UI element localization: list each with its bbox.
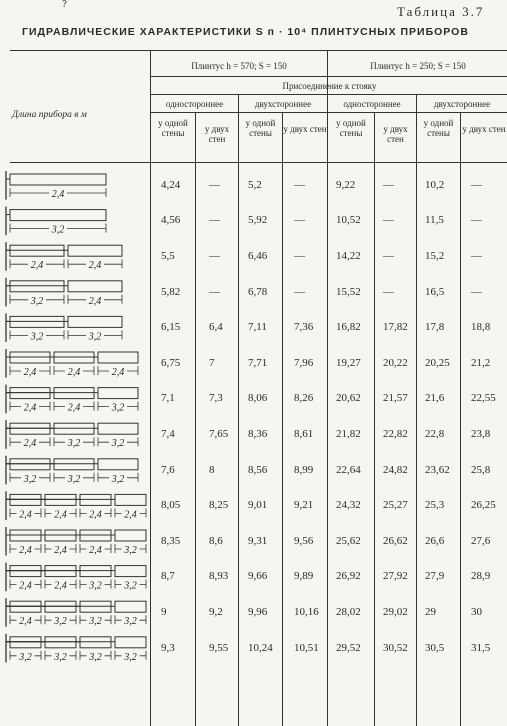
table-row bbox=[150, 203, 506, 239]
table-cell: 21,2 bbox=[471, 356, 491, 369]
segment-length-label: 2,4 bbox=[89, 509, 102, 521]
two-walls-header-3: у двух стен bbox=[383, 124, 408, 144]
table-cell: 25,27 bbox=[383, 499, 408, 512]
table-cell: 7 bbox=[209, 356, 215, 369]
table-cell: 23,62 bbox=[425, 463, 450, 476]
table-cell: 7,11 bbox=[248, 321, 267, 334]
table-cell: 25,8 bbox=[471, 463, 491, 476]
segment-length-label: 2,4 bbox=[30, 260, 44, 272]
table-cell: — bbox=[294, 214, 305, 227]
table-cell: 4,56 bbox=[161, 214, 181, 227]
table-cell: 8 bbox=[209, 463, 215, 476]
table-row bbox=[150, 559, 506, 595]
table-row bbox=[150, 487, 506, 523]
table-cell: 25,62 bbox=[336, 534, 361, 547]
table-cell: 15,2 bbox=[425, 249, 445, 262]
table-cell: 7,65 bbox=[209, 427, 229, 440]
table-cell: 4,24 bbox=[161, 178, 181, 191]
table-cell: 30 bbox=[471, 605, 482, 618]
table-cell: 9,31 bbox=[248, 534, 268, 547]
table-cell: 9,56 bbox=[294, 534, 314, 547]
table-cell: 29,02 bbox=[383, 605, 408, 618]
table-cell: 7,71 bbox=[248, 356, 268, 369]
table-cell: 8,7 bbox=[161, 570, 175, 583]
table-cell: 9,55 bbox=[209, 641, 229, 654]
table-row bbox=[150, 238, 506, 274]
table-cell: 8,26 bbox=[294, 392, 314, 405]
row-label-header: Длина прибора в м bbox=[12, 110, 87, 120]
table-cell: 29,52 bbox=[336, 641, 361, 654]
table-cell: 26,62 bbox=[383, 534, 408, 547]
segment-length-label: 2,4 bbox=[23, 367, 37, 378]
one-wall-header-2: у одной стены bbox=[245, 118, 276, 138]
table-cell: 7,36 bbox=[294, 321, 314, 334]
segment-length-label: 3,2 bbox=[23, 473, 37, 485]
device-diagram bbox=[6, 420, 138, 449]
segment-length-label: 3,2 bbox=[19, 651, 32, 663]
device-diagram bbox=[6, 207, 106, 236]
segment-length-label: 2,4 bbox=[88, 295, 102, 307]
segment-length-label: 3,2 bbox=[88, 331, 102, 343]
table-cell: 5,2 bbox=[248, 178, 262, 191]
table-cell: — bbox=[294, 285, 305, 298]
table-cell: 7,1 bbox=[161, 392, 175, 405]
group2-header: Плинтус h = 250; S = 150 bbox=[370, 61, 466, 71]
segment-length-label: 2,4 bbox=[23, 438, 37, 450]
table-cell: — bbox=[383, 214, 394, 227]
segment-length-label: 2,4 bbox=[67, 367, 81, 378]
table-row bbox=[150, 452, 506, 488]
table-cell: 8,56 bbox=[248, 463, 268, 476]
table-cell: 17,8 bbox=[425, 321, 445, 334]
segment-length-label: 2,4 bbox=[54, 509, 67, 521]
group1-header: Плинтус h = 570; S = 150 bbox=[191, 61, 287, 71]
table-row bbox=[150, 416, 506, 452]
table-cell: 26,6 bbox=[425, 534, 445, 547]
device-diagram bbox=[6, 171, 106, 200]
table-cell: 8,06 bbox=[248, 392, 268, 405]
table-cell: — bbox=[471, 285, 482, 298]
table-cell: — bbox=[383, 285, 394, 298]
one-wall-header-1: у одной стены bbox=[158, 118, 188, 138]
table-cell: 27,6 bbox=[471, 534, 491, 547]
segment-length-label: 3,2 bbox=[30, 295, 44, 307]
segment-length-label: 3,2 bbox=[111, 473, 125, 485]
data-table bbox=[150, 167, 506, 665]
table-cell: 8,99 bbox=[294, 463, 314, 476]
table-cell: 27,92 bbox=[383, 570, 408, 583]
table-cell: 22,8 bbox=[425, 427, 445, 440]
connection-header: Присоединение к стояку bbox=[282, 81, 377, 91]
segment-length-label: 2,4 bbox=[19, 616, 32, 628]
table-cell: 6,75 bbox=[161, 356, 181, 369]
table-cell: — bbox=[209, 178, 220, 191]
device-diagram bbox=[6, 385, 138, 414]
table-cell: — bbox=[471, 178, 482, 191]
table-cell: 10,2 bbox=[425, 178, 445, 191]
table-cell: 5,5 bbox=[161, 249, 175, 262]
device-diagram bbox=[6, 634, 146, 663]
table-cell: — bbox=[294, 178, 305, 191]
segment-length-label: 2,4 bbox=[19, 545, 32, 556]
table-cell: 16,5 bbox=[425, 285, 445, 298]
segment-length-label: 3,2 bbox=[124, 616, 137, 628]
device-diagram bbox=[6, 456, 138, 485]
device-diagram bbox=[6, 491, 146, 520]
table-cell: 10,51 bbox=[294, 641, 319, 654]
segment-length-label: 2,4 bbox=[19, 509, 32, 521]
table-cell: 17,82 bbox=[383, 321, 408, 334]
table-row bbox=[150, 345, 506, 381]
table-cell: 9,21 bbox=[294, 499, 314, 512]
table-cell: 6,78 bbox=[248, 285, 268, 298]
table-cell: 30,5 bbox=[425, 641, 445, 654]
device-diagram bbox=[6, 278, 122, 307]
wall-rule bbox=[150, 112, 507, 113]
table-cell: 9,89 bbox=[294, 570, 314, 583]
device-diagram bbox=[6, 598, 146, 627]
table-cell: 9,01 bbox=[248, 499, 268, 512]
table-cell: 22,64 bbox=[336, 463, 361, 476]
one-sided-header-1: одностороннее bbox=[165, 99, 224, 109]
table-row bbox=[150, 523, 506, 559]
table-row bbox=[150, 381, 506, 417]
table-row bbox=[150, 594, 506, 630]
segment-length-label: 3,2 bbox=[67, 438, 81, 450]
segment-length-label: 3,2 bbox=[111, 402, 125, 414]
table-cell: — bbox=[471, 214, 482, 227]
segment-length-label: 2,4 bbox=[67, 402, 81, 414]
table-cell: 22,55 bbox=[471, 392, 496, 405]
table-cell: 21,57 bbox=[383, 392, 408, 405]
table-cell: 6,15 bbox=[161, 321, 181, 334]
device-diagram bbox=[6, 563, 146, 592]
table-cell: 24,32 bbox=[336, 499, 361, 512]
side-rule bbox=[150, 94, 507, 95]
table-cell: 10,16 bbox=[294, 605, 319, 618]
table-cell: 26,92 bbox=[336, 570, 361, 583]
segment-length-label: 3,2 bbox=[124, 651, 137, 663]
two-sided-header-1: двухстороннее bbox=[254, 99, 312, 109]
one-wall-header-4: у одной стены bbox=[423, 118, 454, 138]
table-cell: 20,62 bbox=[336, 392, 361, 405]
table-cell: 5,82 bbox=[161, 285, 181, 298]
segment-length-label: 3,2 bbox=[67, 473, 81, 485]
table-row bbox=[150, 167, 506, 203]
table-cell: 21,6 bbox=[425, 392, 445, 405]
segment-length-label: 2,4 bbox=[23, 402, 37, 414]
table-cell: — bbox=[209, 285, 220, 298]
table-cell: 15,52 bbox=[336, 285, 361, 298]
segment-length-label: 3,2 bbox=[30, 331, 44, 343]
table-cell: 9 bbox=[161, 605, 167, 618]
table-cell: 8,25 bbox=[209, 499, 229, 512]
table-cell: 9,2 bbox=[209, 605, 223, 618]
segment-length-label: 3,2 bbox=[124, 545, 137, 556]
device-diagram bbox=[6, 527, 146, 556]
table-cell: 6,46 bbox=[248, 249, 268, 262]
table-cell: 26,25 bbox=[471, 499, 496, 512]
segment-length-label: 3,2 bbox=[89, 616, 102, 628]
segment-length-label: 2,4 bbox=[88, 260, 102, 272]
table-cell: 8,6 bbox=[209, 534, 223, 547]
table-cell: 8,61 bbox=[294, 427, 314, 440]
segment-length-label: 2,4 bbox=[54, 580, 67, 592]
table-cell: 23,8 bbox=[471, 427, 491, 440]
one-sided-header-2: одностороннее bbox=[343, 99, 401, 109]
table-cell: 24,82 bbox=[383, 463, 408, 476]
two-walls-header-2: у двух стен bbox=[283, 124, 327, 134]
table-cell: 9,3 bbox=[161, 641, 175, 654]
segment-length-label: 2,4 bbox=[19, 580, 32, 592]
two-walls-header-4: у двух стен bbox=[462, 124, 506, 134]
table-cell: 28,02 bbox=[336, 605, 361, 618]
table-cell: 27,9 bbox=[425, 570, 445, 583]
table-cell: 20,22 bbox=[383, 356, 408, 369]
table-cell: 31,5 bbox=[471, 641, 491, 654]
table-cell: 6,4 bbox=[209, 321, 223, 334]
table-cell: 11,5 bbox=[425, 214, 444, 227]
one-wall-header-3: у одной стены bbox=[336, 118, 366, 138]
table-cell: — bbox=[209, 214, 220, 227]
table-cell: 9,22 bbox=[336, 178, 356, 191]
table-cell: 7,4 bbox=[161, 427, 175, 440]
segment-length-label: 3,2 bbox=[111, 438, 125, 450]
table-cell: 8,35 bbox=[161, 534, 181, 547]
device-diagram bbox=[6, 242, 122, 271]
device-diagrams bbox=[0, 0, 150, 726]
table-row bbox=[150, 309, 506, 345]
table-cell: 28,9 bbox=[471, 570, 491, 583]
table-cell: 21,82 bbox=[336, 427, 361, 440]
table-row bbox=[150, 274, 506, 310]
table-title: ГИДРАВЛИЧЕСКИЕ ХАРАКТЕРИСТИКИ S п · 10⁴ ПЛИНТУСНЫХ ПРИБОРОВ bbox=[22, 26, 469, 38]
segment-length-label: 3,2 bbox=[124, 580, 137, 592]
table-cell: 18,8 bbox=[471, 321, 491, 334]
table-cell: 7,6 bbox=[161, 463, 175, 476]
table-cell: 10,24 bbox=[248, 641, 273, 654]
table-row bbox=[150, 630, 506, 666]
two-sided-header-2: двухстороннее bbox=[433, 99, 491, 109]
table-cell: — bbox=[209, 249, 220, 262]
table-cell: 9,66 bbox=[248, 570, 268, 583]
table-cell: 22,82 bbox=[383, 427, 408, 440]
segment-length-label: 2,4 bbox=[124, 509, 137, 521]
table-cell: 16,82 bbox=[336, 321, 361, 334]
segment-length-label: 2,4 bbox=[51, 189, 65, 200]
table-cell: 5,92 bbox=[248, 214, 268, 227]
segment-length-label: 2,4 bbox=[111, 367, 125, 378]
two-walls-header-1: у двух стен bbox=[204, 124, 230, 144]
device-diagram bbox=[6, 313, 122, 342]
table-number: Таблица 3.7 bbox=[397, 4, 485, 19]
segment-length-label: 3,2 bbox=[89, 651, 102, 663]
segment-length-label: 3,2 bbox=[54, 616, 67, 628]
connection-rule bbox=[150, 76, 507, 77]
top-mark: ? bbox=[62, 0, 67, 10]
table-cell: 14,22 bbox=[336, 249, 361, 262]
segment-length-label: 3,2 bbox=[54, 651, 67, 663]
table-cell: — bbox=[383, 249, 394, 262]
table-cell: 29 bbox=[425, 605, 436, 618]
table-cell: 7,3 bbox=[209, 392, 223, 405]
segment-length-label: 3,2 bbox=[51, 224, 65, 236]
table-cell: 8,36 bbox=[248, 427, 268, 440]
device-diagram bbox=[6, 349, 138, 378]
table-cell: 10,52 bbox=[336, 214, 361, 227]
segment-length-label: 2,4 bbox=[89, 545, 102, 556]
table-cell: 19,27 bbox=[336, 356, 361, 369]
table-cell: 20,25 bbox=[425, 356, 450, 369]
segment-length-label: 3,2 bbox=[89, 580, 102, 592]
table-cell: 8,05 bbox=[161, 499, 181, 512]
table-cell: 25,3 bbox=[425, 499, 445, 512]
table-cell: — bbox=[294, 249, 305, 262]
table-cell: — bbox=[471, 249, 482, 262]
segment-length-label: 2,4 bbox=[54, 545, 67, 556]
table-cell: — bbox=[383, 178, 394, 191]
table-cell: 9,96 bbox=[248, 605, 268, 618]
table-cell: 8,93 bbox=[209, 570, 229, 583]
table-cell: 30,52 bbox=[383, 641, 408, 654]
table-cell: 7,96 bbox=[294, 356, 314, 369]
